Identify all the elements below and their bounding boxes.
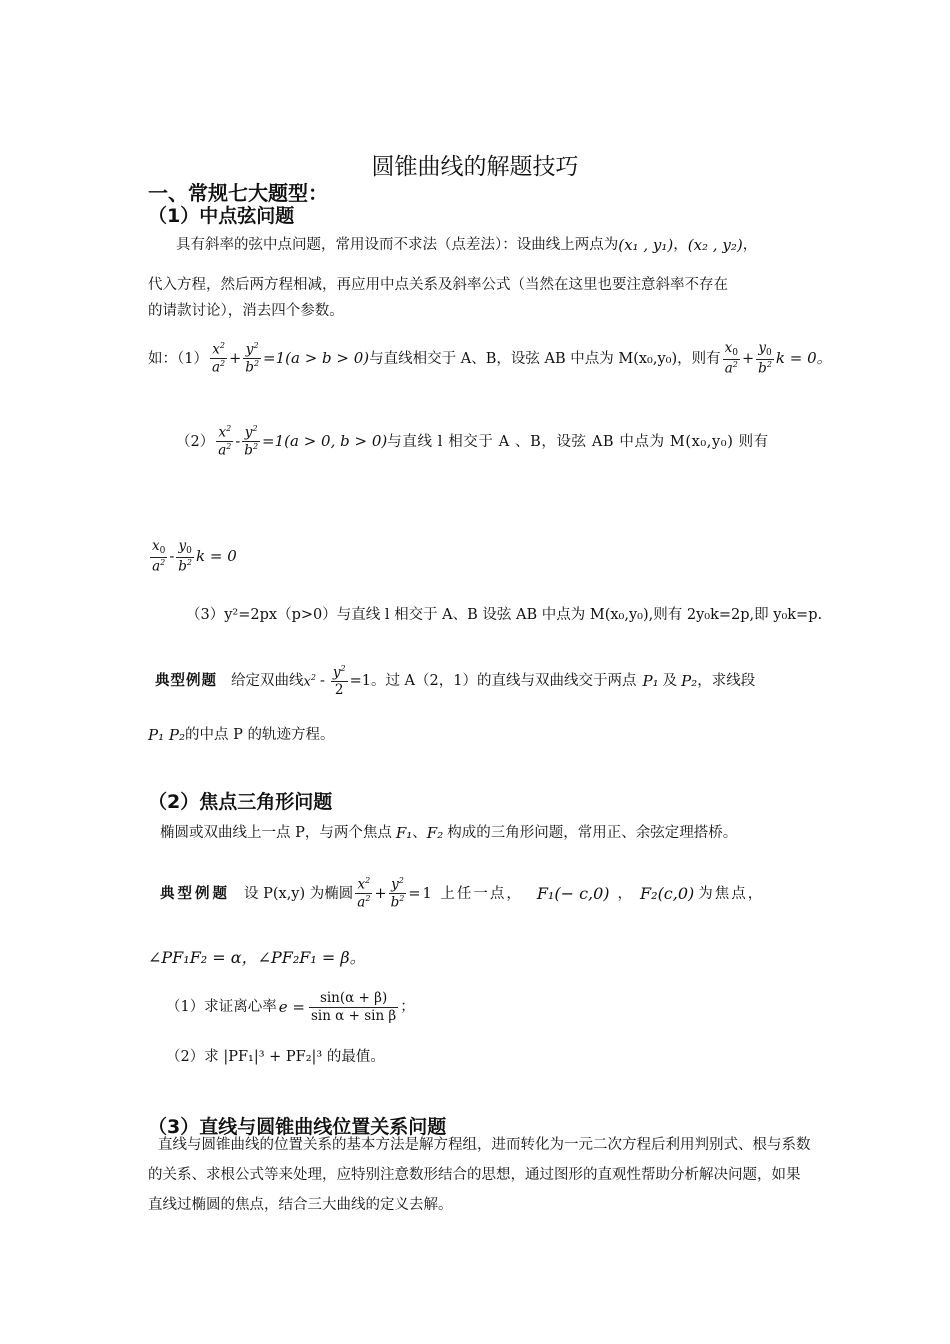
- ex2-text: 与直线 l 相交于 A 、B，设弦 AB 中点为 M(x₀,y₀) 则有: [387, 433, 769, 450]
- fraction-x2-a2-c: $\frac{x^2}{a^2}$: [357, 876, 371, 911]
- typ1-text-a: 给定双曲线: [231, 673, 304, 690]
- focus-f2-coord: F₂(c,0): [640, 883, 695, 903]
- point-p2: P₂: [681, 672, 698, 691]
- fraction-y2-b2-c: $\frac{y^2}{b^2}$: [390, 876, 405, 911]
- focus-f1-coord: F₁(− c,0): [536, 883, 610, 903]
- focus-f2: F₂: [426, 824, 444, 842]
- typ2-text-b: =1 上任一点，: [408, 885, 523, 902]
- ex1-result: k = 0。: [775, 349, 832, 368]
- question-1: [166, 990, 415, 1025]
- ex2-result: k = 0: [196, 547, 237, 566]
- section-heading-1: 一、常规七大题型：: [148, 181, 328, 205]
- fraction-y2-2: $\frac{y^2}{2}$: [332, 664, 346, 699]
- paragraph-3: 直线与圆锥曲线的位置关系的基本方法是解方程组，进而转化为一元二次方程后利用判别式、根与系数的关系、求根公式等来处理，应特别注意数形结合的思想，通过图形的直观性帮助分析解决问题，如果直线过椭圆的焦点，结合三大曲线的定义去解。: [148, 1137, 811, 1213]
- subsection-heading-1: （1）中点弦问题: [148, 205, 295, 227]
- p2-text-a: 椭圆或双曲线上一点 P，与两个焦点: [160, 825, 392, 842]
- p1-text: 具有斜率的弦中点问题，常用设而不求法（点差法）：设曲线上两点为: [176, 237, 619, 254]
- paragraph-1-line-2: 代入方程，然后两方程相减，再应用中点关系及斜率公式（当然在这里也要注意斜率不存在: [148, 277, 728, 293]
- q1-end: ；: [400, 999, 415, 1016]
- ex2-condition: =1(a > 0, b > 0): [262, 432, 388, 451]
- page-title: 圆锥曲线的解题技巧: [371, 154, 579, 180]
- fraction-x0-a2: $\frac{x_0}{a^2}$: [724, 340, 738, 377]
- p1-comma: ，: [673, 237, 688, 254]
- plus-sign-2: +: [742, 350, 755, 367]
- fraction-y2-b2: $\frac{y^2}{b^2}$: [245, 340, 260, 376]
- question-2: （2）求 |PF₁|³ + PF₂|³ 的最值。: [166, 1049, 385, 1065]
- typical-example-label-1: 典型例题: [155, 673, 217, 690]
- minus-sign: -: [235, 433, 241, 450]
- focus-f1: F₁: [395, 824, 413, 842]
- typ2-text-a: 设 P(x,y) 为椭圆: [244, 885, 354, 902]
- typ1-and: 及: [662, 673, 678, 690]
- paragraph-1-line-1: [176, 238, 757, 253]
- typ1-text-b: =1。过 A（2，1）的直线与双曲线交于两点: [349, 673, 637, 690]
- fraction-x0-a2-b: $\frac{x_0}{a^2}$: [152, 538, 166, 575]
- minus-sign-3: -: [319, 673, 325, 690]
- minus-sign-2: -: [169, 548, 175, 565]
- point-p1: P₁: [642, 672, 659, 691]
- point-2: (x₂ , y₂): [687, 236, 743, 254]
- typ1-x2: $x^2$: [303, 673, 316, 690]
- ex2-prefix: （2）: [176, 433, 215, 450]
- typical-example-1-line-1: [155, 664, 755, 699]
- p2-sep: 、: [412, 825, 427, 842]
- fraction-y0-b2-b: $\frac{y_0}{b^2}$: [178, 538, 193, 575]
- fraction-y0-b2: $\frac{y_0}{b^2}$: [758, 340, 772, 377]
- ex1-prefix: 如：（1）: [148, 350, 208, 367]
- subsection-heading-2: （2）焦点三角形问题: [148, 791, 333, 813]
- eccentricity-symbol: e =: [278, 997, 305, 1016]
- angle-definitions: ∠PF₁F₂ = α，∠PF₂F₁ = β。: [148, 948, 366, 967]
- typ2-text-c: 为焦点，: [698, 885, 765, 902]
- example-3-line: （3）y²=2px（p>0）与直线 l 相交于 A、B 设弦 AB 中点为 M(x₀,y₀),则有 2y₀k=2p,即 y₀k=p.: [186, 607, 823, 623]
- typical-example-label-2: 典型例题: [160, 885, 230, 902]
- eccentricity-fraction: $\frac{\sin(\alpha + \beta)}{\text{sin α + sin β}}$: [310, 990, 397, 1024]
- ex1-text: 与直线相交于 A、B，设弦 AB 中点为 M(x₀,y₀)，则有: [369, 350, 721, 367]
- fraction-x2-a2: $\frac{x^2}{a^2}$: [211, 340, 226, 376]
- ex1-condition: =1(a > b > 0): [263, 349, 370, 368]
- typ1-text-d: 的中点 P 的轨迹方程。: [184, 727, 335, 744]
- p1-end: ，: [742, 237, 758, 254]
- q1-text: （1）求证离心率: [166, 999, 277, 1016]
- example-1-line: [148, 340, 832, 378]
- plus-sign: +: [229, 350, 242, 367]
- fraction-y2-b2-b: $\frac{y^2}{b^2}$: [244, 424, 259, 459]
- paragraph-1-line-3: 的请款讨论），消去四个参数。: [148, 303, 344, 319]
- p2-text-b: 构成的三角形问题，常用正、余弦定理搭桥。: [447, 825, 738, 842]
- subsection-heading-3: （3）直线与圆锥曲线位置关系问题: [148, 1116, 447, 1138]
- example-2-result: [148, 538, 237, 576]
- typical-example-1-line-2: [148, 728, 334, 743]
- typ1-text-c: ，求线段: [697, 673, 756, 690]
- segment-p1p2: P₁ P₂: [148, 726, 185, 744]
- fraction-x2-a2-b: $\frac{x^2}{a^2}$: [218, 424, 232, 459]
- typical-example-2-line-1: 典型例题 设 P(x,y) 为椭圆 $\frac{x^2}{a^2}$ + $\frac{y^2}{b^2}$ =1 上任一点， F₁(− c,0) ， F₂(c,0) 为焦点，: [160, 876, 765, 911]
- point-1: (x₁ , y₁): [618, 236, 674, 254]
- paragraph-2: [160, 826, 737, 841]
- example-2-line: [176, 424, 769, 460]
- plus-sign-3: +: [374, 885, 387, 902]
